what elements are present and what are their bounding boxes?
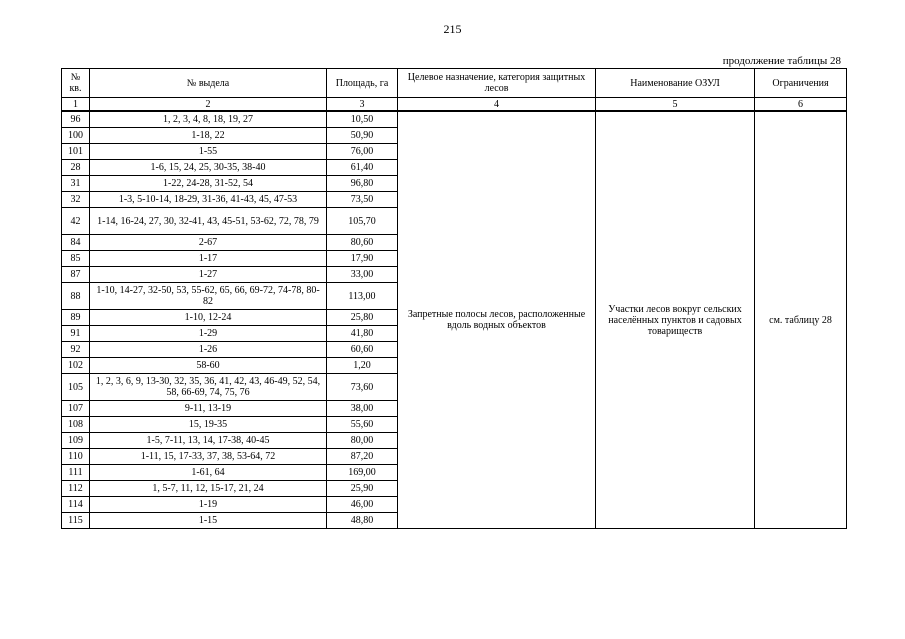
cell-kv: 109 [62,433,90,449]
cell-kv: 28 [62,160,90,176]
cell-area: 87,20 [327,449,398,465]
cell-area: 169,00 [327,465,398,481]
cell-kv: 101 [62,144,90,160]
cell-area: 80,60 [327,235,398,251]
cell-vydel: 9-11, 13-19 [90,401,327,417]
cell-vydel: 1-22, 24-28, 31-52, 54 [90,176,327,192]
cell-area: 33,00 [327,267,398,283]
cell-area: 80,00 [327,433,398,449]
cell-area: 60,60 [327,342,398,358]
column-number: 5 [596,98,755,112]
cell-vydel: 1-11, 15, 17-33, 37, 38, 53-64, 72 [90,449,327,465]
cell-vydel: 1-14, 16-24, 27, 30, 32-41, 43, 45-51, 53-62, 72, 78, 79 [90,208,327,235]
cell-kv: 85 [62,251,90,267]
cell-kv: 111 [62,465,90,481]
cell-kv: 114 [62,497,90,513]
table-body [62,111,847,529]
cell-area: 25,80 [327,310,398,326]
cell-vydel: 1-5, 7-11, 13, 14, 17-38, 40-45 [90,433,327,449]
cell-vydel: 1-10, 12-24 [90,310,327,326]
cell-kv: 31 [62,176,90,192]
cell-area: 76,00 [327,144,398,160]
cell-vydel: 15, 19-35 [90,417,327,433]
cell-area: 38,00 [327,401,398,417]
cell-area: 96,80 [327,176,398,192]
cell-vydel: 1-19 [90,497,327,513]
cell-vydel: 1-6, 15, 24, 25, 30-35, 38-40 [90,160,327,176]
page-number: 215 [443,22,462,36]
cell-kv: 105 [62,374,90,401]
cell-vydel: 1-29 [90,326,327,342]
header-limits: Ограничения [755,69,847,98]
cell-ozul: Участки лесов вокруг сельских населённых пунктов и садовых товариществ [596,111,755,529]
cell-area: 25,90 [327,481,398,497]
cell-area: 55,60 [327,417,398,433]
cell-vydel: 1-26 [90,342,327,358]
header-area: Площадь, га [327,69,398,98]
cell-vydel: 1-10, 14-27, 32-50, 53, 55-62, 65, 66, 69-72, 74-78, 80-82 [90,283,327,310]
cell-kv: 92 [62,342,90,358]
cell-area: 50,90 [327,128,398,144]
table-continuation-label: продолжение таблицы 28 [722,55,841,67]
cell-kv: 87 [62,267,90,283]
cell-kv: 110 [62,449,90,465]
cell-kv: 96 [62,111,90,128]
cell-area: 1,20 [327,358,398,374]
cell-vydel: 1-15 [90,513,327,529]
cell-vydel: 1-3, 5-10-14, 18-29, 31-36, 41-43, 45, 47-53 [90,192,327,208]
cell-purpose: Запретные полосы лесов, расположенные вдоль водных объектов [398,111,596,529]
header-ozul: Наименование ОЗУЛ [596,69,755,98]
table-row [62,111,847,128]
cell-vydel: 1, 2, 3, 4, 8, 18, 19, 27 [90,111,327,128]
cell-area: 41,80 [327,326,398,342]
cell-kv: 89 [62,310,90,326]
column-number: 2 [90,98,327,112]
cell-vydel: 58-60 [90,358,327,374]
cell-area: 113,00 [327,283,398,310]
cell-vydel: 1-61, 64 [90,465,327,481]
cell-kv: 88 [62,283,90,310]
header-vydel: № выдела [90,69,327,98]
column-number: 3 [327,98,398,112]
cell-area: 48,80 [327,513,398,529]
cell-area: 73,60 [327,374,398,401]
cell-area: 46,00 [327,497,398,513]
cell-vydel: 1, 2, 3, 6, 9, 13-30, 32, 35, 36, 41, 42, 43, 46-49, 52, 54, 58, 66-69, 74, 75, 76 [90,374,327,401]
cell-kv: 115 [62,513,90,529]
cell-kv: 107 [62,401,90,417]
column-number: 1 [62,98,90,112]
column-number: 6 [755,98,847,112]
cell-vydel: 1-17 [90,251,327,267]
header-kv: № кв. [62,69,90,98]
cell-vydel: 1-18, 22 [90,128,327,144]
cell-kv: 42 [62,208,90,235]
cell-area: 73,50 [327,192,398,208]
column-number: 4 [398,98,596,112]
cell-kv: 84 [62,235,90,251]
cell-area: 61,40 [327,160,398,176]
cell-area: 17,90 [327,251,398,267]
cell-limits: см. таблицу 28 [755,111,847,529]
cell-vydel: 1, 5-7, 11, 12, 15-17, 21, 24 [90,481,327,497]
cell-kv: 112 [62,481,90,497]
header-purpose: Целевое назначение, категория защитных лесов [398,69,596,98]
cell-kv: 108 [62,417,90,433]
cell-area: 10,50 [327,111,398,128]
cell-vydel: 1-55 [90,144,327,160]
cell-vydel: 1-27 [90,267,327,283]
cell-kv: 91 [62,326,90,342]
cell-kv: 32 [62,192,90,208]
cell-kv: 102 [62,358,90,374]
cell-vydel: 2-67 [90,235,327,251]
cell-kv: 100 [62,128,90,144]
forest-table [61,68,847,529]
cell-area: 105,70 [327,208,398,235]
